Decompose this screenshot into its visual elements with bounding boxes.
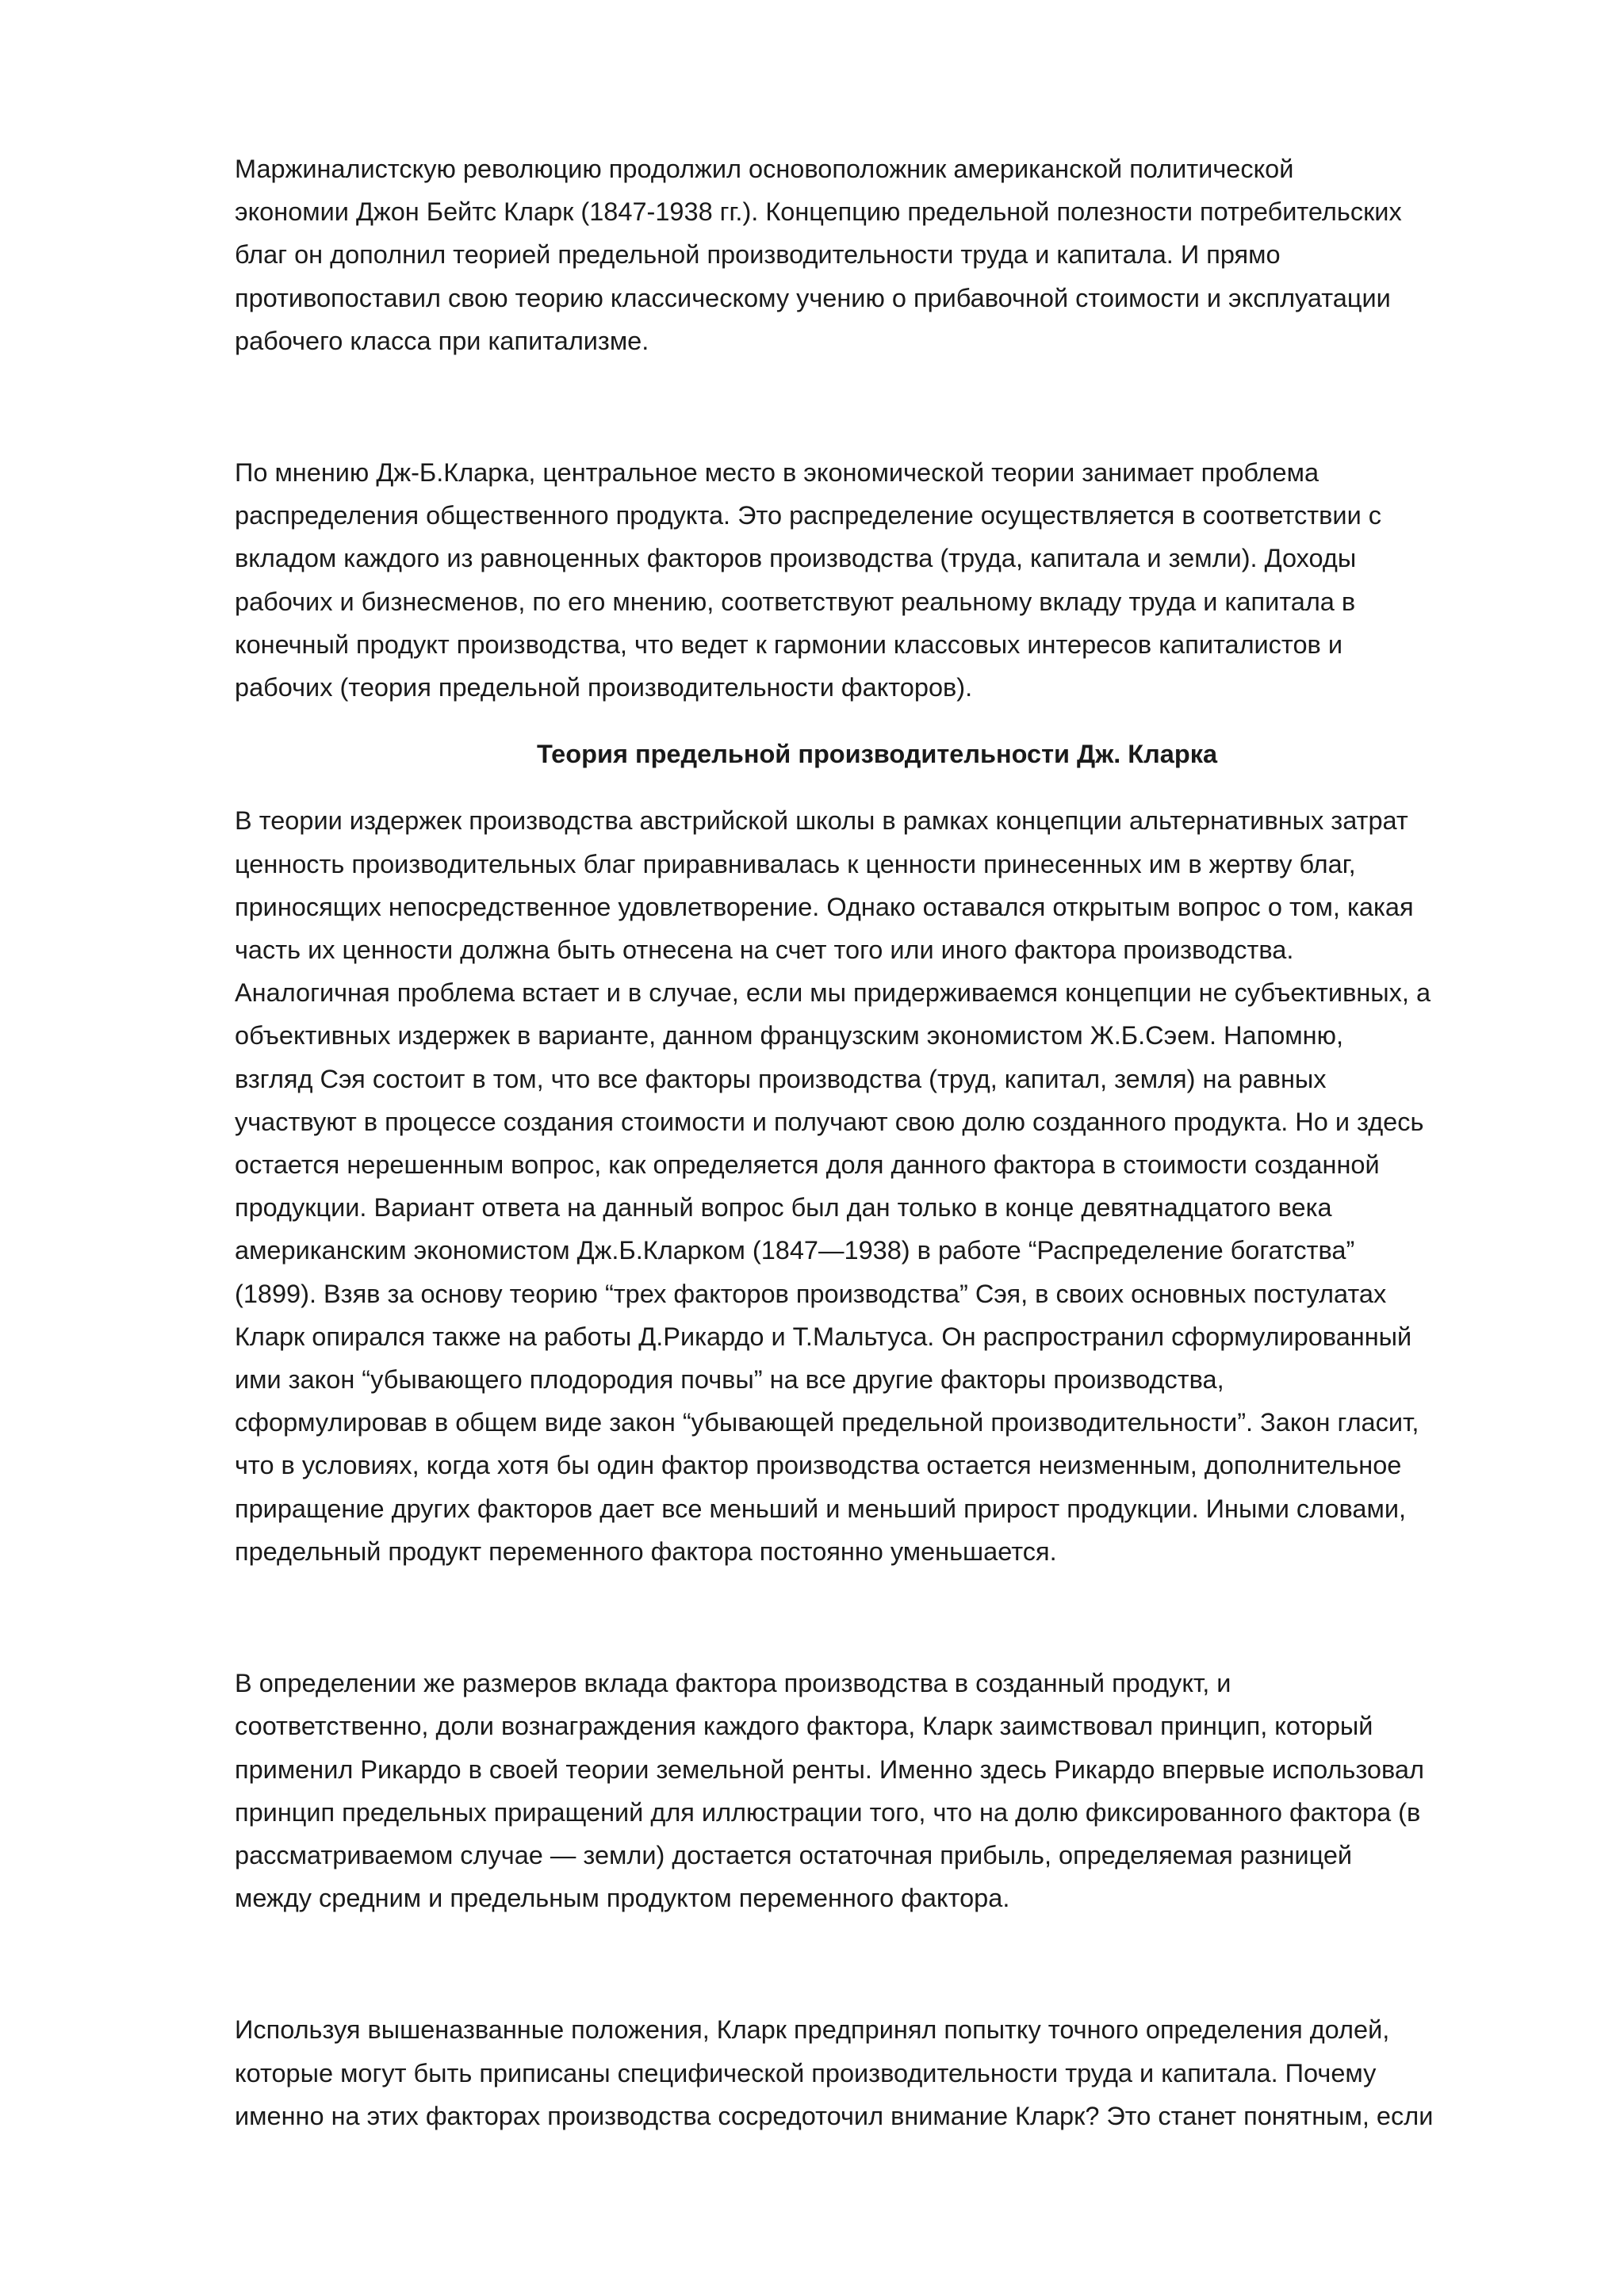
paragraph-spacer xyxy=(235,1573,1519,1662)
text-line: применил Рикардо в своей теории земельной ренты. Именно здесь Рикардо впервые использовал xyxy=(235,1755,1424,1784)
text-line: Маржиналистскую революцию продолжил основоположник американской политической xyxy=(235,155,1294,183)
text-line: остается нерешенным вопрос, как определяется доля данного фактора в стоимости созданной xyxy=(235,1150,1380,1180)
text-line: которые могут быть приписаны специфической производительности труда и капитала. Почему xyxy=(235,2058,1377,2087)
text-line: Аналогичная проблема встает и в случае, если мы придерживаемся концепции не субъективных, а xyxy=(235,978,1431,1008)
section-heading: Теория предельной производительности Дж. Кларка xyxy=(536,740,1218,769)
text-line: сформулировав в общем виде закон “убывающей предельной производительности”. Закон гласит, xyxy=(235,1408,1419,1437)
text-line: продукции. Вариант ответа на данный вопрос был дан только в конце девятнадцатого века xyxy=(235,1193,1332,1223)
paragraph-4 xyxy=(235,1662,1519,1919)
paragraph-3 xyxy=(235,799,1519,1573)
text-line: ими закон “убывающего плодородия почвы” на все другие факторы производства, xyxy=(235,1365,1224,1395)
text-line: американским экономистом Дж.Б.Кларком (1847—1938) в работе “Распределение богатства” xyxy=(235,1236,1355,1265)
text-line: противопоставил свою теорию классическому учению о прибавочной стоимости и эксплуатации xyxy=(235,283,1391,312)
text-line: взгляд Сэя состоит в том, что все факторы производства (труд, капитал, земля) на равных xyxy=(235,1064,1327,1093)
text-line: конечный продукт производства, что ведет к гармонии классовых интересов капиталистов и xyxy=(235,629,1342,659)
text-line: (1899). Взяв за основу теорию “трех факторов производства” Сэя, в своих основных постулатах xyxy=(235,1279,1387,1308)
text-line: соответственно, доли вознаграждения каждого фактора, Кларк заимствовал принцип, который xyxy=(235,1712,1373,1741)
text-line: По мнению Дж-Б.Кларка, центральное место в экономической теории занимает проблема xyxy=(235,458,1320,488)
text-line: что в условиях, когда хотя бы один фактор производства остается неизменным, дополнительное xyxy=(235,1451,1402,1480)
text-line: распределения общественного продукта. Это распределение осуществляется в соответствии с xyxy=(235,501,1382,530)
text-line: объективных издержек в варианте, данном французским экономистом Ж.Б.Сэем. Напомню, xyxy=(235,1021,1343,1050)
text-line: Используя вышеназванные положения, Кларк предпринял попытку точного определения долей, xyxy=(235,2015,1390,2045)
text-line: рабочих и бизнесменов, по его мнению, соответствуют реальному вкладу труда и капитала в xyxy=(235,587,1356,616)
paragraph-spacer xyxy=(235,709,1519,733)
paragraph-1 xyxy=(235,147,1519,362)
text-line: В определении же размеров вклада фактора производства в созданный продукт, и xyxy=(235,1669,1231,1698)
text-line: именно на этих факторах производства сосредоточил внимание Кларк? Это станет понятным, если xyxy=(235,2101,1434,2130)
text-line: часть их ценности должна быть отнесена на счет того или иного фактора производства. xyxy=(235,936,1294,965)
text-line: благ он дополнил теорией предельной производительности труда и капитала. И прямо xyxy=(235,240,1281,270)
text-line: вкладом каждого из равноценных факторов производства (труда, капитала и земли). Доходы xyxy=(235,544,1357,573)
text-line: приносящих непосредственное удовлетворение. Однако оставался открытым вопрос о том, какая xyxy=(235,892,1414,921)
text-line: Кларк опирался также на работы Д.Рикардо и Т.Мальтуса. Он распространил сформулированный xyxy=(235,1322,1412,1351)
text-line: рассматриваемом случае — земли) достается остаточная прибыль, определяемая разницей xyxy=(235,1840,1353,1869)
text-line: экономии Джон Бейтс Кларк (1847-1938 гг.). Концепцию предельной полезности потребительских xyxy=(235,197,1402,227)
paragraph-5 xyxy=(235,2008,1519,2137)
paragraph-spacer xyxy=(235,775,1519,799)
text-line: В теории издержек производства австрийской школы в рамках концепции альтернативных затрат xyxy=(235,806,1408,836)
text-line: ценность производительных благ приравнивалась к ценности принесенных им в жертву благ, xyxy=(235,849,1356,878)
text-line: принцип предельных приращений для иллюстрации того, что на долю фиксированного фактора (в xyxy=(235,1797,1421,1827)
text-line: между средним и предельным продуктом переменного фактора. xyxy=(235,1884,1010,1913)
text-line: предельный продукт переменного фактора постоянно уменьшается. xyxy=(235,1536,1057,1566)
text-line: рабочего класса при капитализме. xyxy=(235,326,649,355)
text-line: участвуют в процессе создания стоимости и получают свою долю созданного продукта. Но и здесь xyxy=(235,1107,1424,1136)
document-page xyxy=(235,147,1519,2137)
text-line: рабочих (теория предельной производительности факторов). xyxy=(235,673,973,702)
paragraph-spacer xyxy=(235,362,1519,451)
text-line: приращение других факторов дает все меньший и меньший прирост продукции. Иными словами, xyxy=(235,1494,1407,1523)
paragraph-spacer xyxy=(235,1919,1519,2008)
paragraph-2 xyxy=(235,451,1519,709)
